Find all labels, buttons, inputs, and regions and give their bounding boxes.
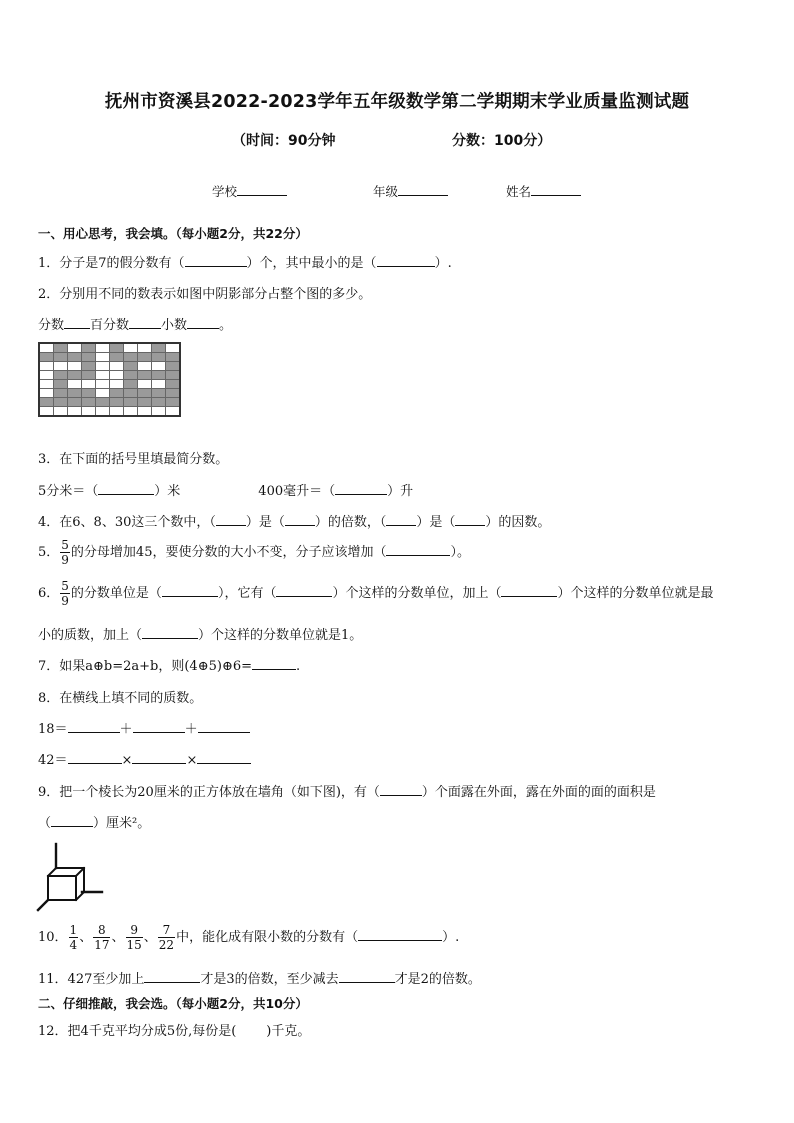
question-4: 4．在6、8、30这三个数中，（ ）是（ ）的倍数，（ ）是（ ）的因数。 bbox=[38, 515, 551, 530]
question-6: 6． $\frac{5}{9}$ 的分数单位是（ ），它有（ ）个这样的分数单位，加上（ ）个这样的分数单位就是最 bbox=[38, 579, 714, 608]
question-9: 9．把一个棱长为20厘米的正方体放在墙角（如下图)，有（ ）个面露在外面，露在外面的面的面积是 bbox=[38, 785, 656, 800]
question-8-line-1: 18＝ ＋ ＋ bbox=[38, 718, 250, 737]
question-2: 2．分别用不同的数表示如图中阴影部分占整个图的多少。 bbox=[38, 287, 372, 302]
section-2-heading: 二、仔细推敲，我会选。（每小题2分，共10分） bbox=[38, 996, 308, 1011]
exam-title: 抚州市资溪县2022-2023学年五年级数学第二学期期末学业质量监测试题 bbox=[104, 92, 690, 112]
question-9-cont: （ ）厘米²。 bbox=[38, 816, 151, 831]
school-field: 学校 bbox=[212, 182, 287, 200]
section-1-heading: 一、用心思考，我会填。（每小题2分，共22分） bbox=[38, 226, 308, 241]
fraction: $\frac{7}{22}$ bbox=[158, 923, 175, 952]
question-6-cont: 小的质数，加上（ ）个这样的分数单位就是1。 bbox=[38, 628, 363, 643]
question-3-answers: 5分米＝（ ）米 400毫升＝（ ）升 bbox=[38, 484, 414, 499]
question-12: 12．把4千克平均分成5份,每份是( )千克。 bbox=[38, 1024, 311, 1039]
exam-time: （时间：90分钟 bbox=[232, 133, 336, 149]
question-7: 7．如果a⊕b=2a+b，则(4⊕5)⊕6= . bbox=[38, 659, 301, 674]
fraction: $\frac{8}{17}$ bbox=[94, 923, 110, 952]
cube-in-corner-figure bbox=[36, 842, 108, 912]
name-field: 姓名 bbox=[506, 182, 581, 200]
shaded-grid-figure bbox=[38, 342, 181, 417]
question-3: 3．在下面的括号里填最简分数。 bbox=[38, 452, 229, 467]
question-2-answers: 分数 百分数 小数 。 bbox=[38, 318, 233, 333]
fraction: $\frac{5}{9}$ bbox=[61, 538, 69, 567]
question-5: 5． $\frac{5}{9}$ 的分母增加45，要使分数的大小不变，分子应该增加（ ）。 bbox=[38, 538, 470, 567]
question-1: 1．分子是7的假分数有（ ）个，其中最小的是（ ）. bbox=[38, 256, 452, 271]
fraction: $\frac{5}{9}$ bbox=[61, 579, 69, 608]
question-10: 10． $\frac{1}{4}$ 、 $\frac{8}{17}$ 、 $\frac{9}{15}$ 、 $\frac{7}{22}$ 中，能化成有限小数的分数有（ ）. bbox=[38, 923, 460, 952]
exam-score: 分数：100分） bbox=[452, 133, 552, 149]
question-8-line-2: 42＝ × × bbox=[38, 749, 251, 768]
question-8: 8．在横线上填不同的质数。 bbox=[38, 691, 203, 706]
fraction: $\frac{9}{15}$ bbox=[126, 923, 142, 952]
fraction: $\frac{1}{4}$ bbox=[69, 923, 78, 952]
question-11: 11．427至少加上 才是3的倍数，至少减去 才是2的倍数。 bbox=[38, 972, 481, 987]
grade-field: 年级 bbox=[373, 182, 448, 200]
